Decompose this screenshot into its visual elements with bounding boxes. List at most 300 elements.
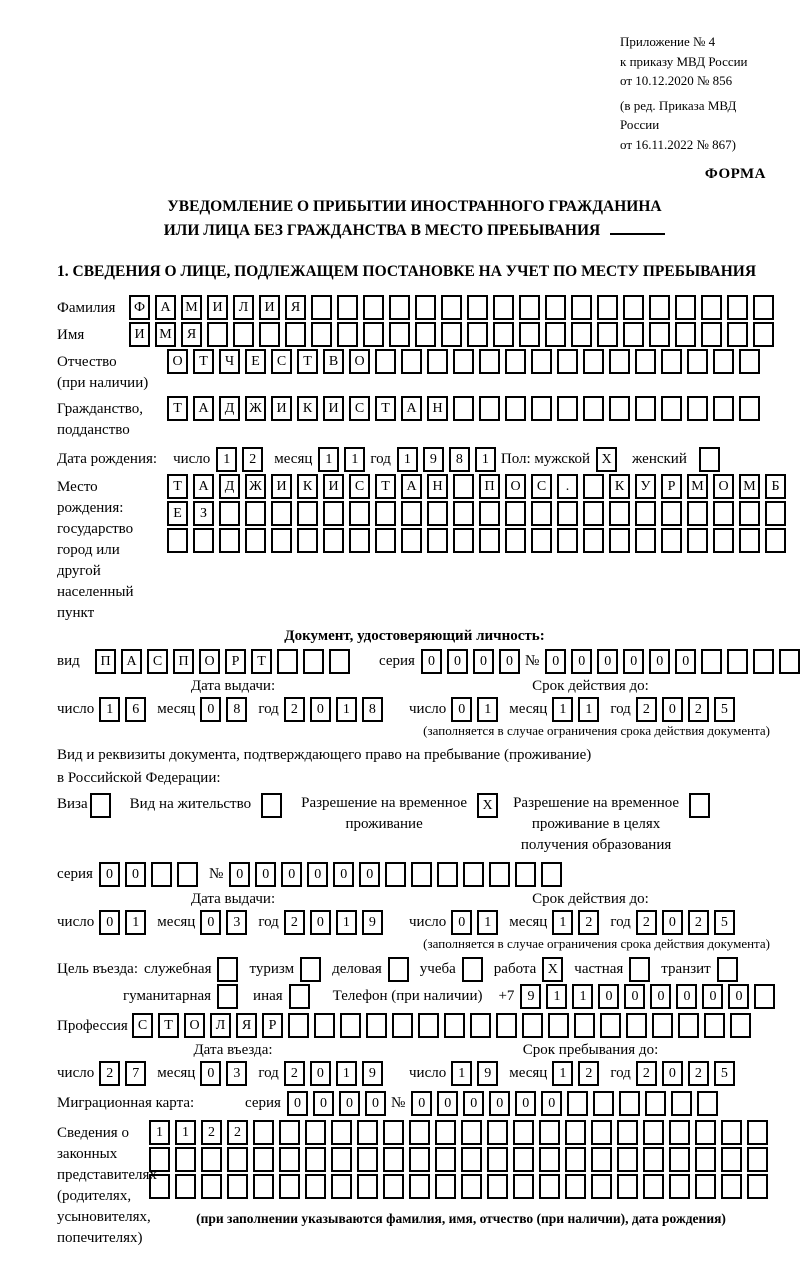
title-underline xyxy=(610,233,665,235)
representatives-cell xyxy=(383,1174,404,1199)
firstname-cell xyxy=(701,322,722,347)
iddoc-kind-cells xyxy=(95,649,355,674)
representatives-cell xyxy=(279,1120,300,1145)
iddoc-issued-year-cell: 2 xyxy=(284,697,305,722)
profession-cell xyxy=(704,1013,725,1038)
purpose-box: X xyxy=(542,957,563,982)
iddoc-number-label: № xyxy=(524,653,540,670)
migration-card-row xyxy=(57,1091,772,1116)
representatives-label-line4: (родителях, xyxy=(57,1188,132,1205)
profession-cell xyxy=(626,1013,647,1038)
phone-digit-cell: 0 xyxy=(650,984,671,1009)
staydoc-series-cells xyxy=(99,862,203,887)
representatives-cell xyxy=(513,1174,534,1199)
day-label: число xyxy=(57,1065,95,1082)
staydoc-number-cell xyxy=(541,862,562,887)
birthplace-cell xyxy=(453,474,474,499)
iddoc-valid-line xyxy=(409,697,772,722)
profession-cell xyxy=(574,1013,595,1038)
representatives-cell xyxy=(227,1174,248,1199)
surname-cell: Ф xyxy=(129,295,150,320)
iddoc-valid-month-cell: 1 xyxy=(578,697,599,722)
birthplace-cell: Е xyxy=(167,501,188,526)
profession-cell: О xyxy=(184,1013,205,1038)
purpose-box xyxy=(289,984,310,1009)
month-label: месяц xyxy=(157,701,196,718)
birthplace-cell xyxy=(505,501,526,526)
profession-cell: Л xyxy=(210,1013,231,1038)
temp-residence-line2: проживание xyxy=(345,816,423,833)
patronymic-cell xyxy=(505,349,526,374)
purpose-box xyxy=(300,957,321,982)
birthplace-cell xyxy=(297,501,318,526)
representatives-row3-cells xyxy=(149,1174,773,1199)
representatives-note: (при заполнении указываются фамилия, имя, отчество (при наличии), дата рождения) xyxy=(196,1211,726,1227)
representatives-cell xyxy=(539,1174,560,1199)
firstname-cell xyxy=(623,322,644,347)
representatives-cell xyxy=(591,1174,612,1199)
migration-number-cell xyxy=(671,1091,692,1116)
representatives-cell xyxy=(149,1147,170,1172)
citizenship-cell xyxy=(531,396,552,421)
birthplace-section xyxy=(57,474,780,624)
firstname-cell xyxy=(337,322,358,347)
birthplace-cell: М xyxy=(739,474,760,499)
birthplace-cell: . xyxy=(557,474,578,499)
staydoc-issued-month xyxy=(200,910,252,935)
migration-number-cell: 0 xyxy=(411,1091,432,1116)
birthplace-cell xyxy=(661,528,682,553)
iddoc-issued-day-cell: 1 xyxy=(99,697,120,722)
iddoc-dates-row xyxy=(57,678,772,722)
staydoc-issued-day-cell: 0 xyxy=(99,910,120,935)
representatives-cell xyxy=(617,1120,638,1145)
iddoc-heading: Документ, удостоверяющий личность: xyxy=(284,628,545,645)
representatives-cell xyxy=(201,1174,222,1199)
representatives-cell xyxy=(591,1120,612,1145)
birth-year-cell: 9 xyxy=(423,447,444,472)
representatives-cell xyxy=(305,1147,326,1172)
stay-until-block xyxy=(409,1042,772,1086)
staydoc-validity-note: (заполняется в случае ограничения срока действия документа) xyxy=(423,936,770,952)
citizenship-cell xyxy=(661,396,682,421)
patronymic-cells xyxy=(167,349,765,374)
staydoc-valid-day xyxy=(451,910,503,935)
iddoc-number-cell: 0 xyxy=(623,649,644,674)
representatives-cell xyxy=(487,1147,508,1172)
birthplace-cell xyxy=(167,528,188,553)
surname-row xyxy=(57,295,772,320)
staydoc-issued-day xyxy=(99,910,151,935)
birthplace-cell xyxy=(765,528,786,553)
staydoc-number-cells xyxy=(229,862,567,887)
stay-year-cell: 5 xyxy=(714,1061,735,1086)
representatives-cell xyxy=(227,1147,248,1172)
firstname-cell xyxy=(675,322,696,347)
year-label: год xyxy=(610,1065,631,1082)
surname-cell xyxy=(571,295,592,320)
birthplace-cell xyxy=(765,501,786,526)
citizenship-cells xyxy=(167,396,765,421)
staydoc-valid-year-cell: 2 xyxy=(688,910,709,935)
citizenship-cell: Т xyxy=(375,396,396,421)
month-label: месяц xyxy=(157,914,196,931)
citizenship-label-line2: подданство xyxy=(57,422,130,439)
iddoc-validity-note: (заполняется в случае ограничения срока действия документа) xyxy=(423,723,770,739)
surname-cell xyxy=(441,295,462,320)
birthplace-cell xyxy=(479,528,500,553)
citizenship-cell xyxy=(557,396,578,421)
migration-series-cells xyxy=(287,1091,391,1116)
firstname-cell xyxy=(441,322,462,347)
birthplace-cell xyxy=(609,501,630,526)
purpose-box xyxy=(629,957,650,982)
staydoc-number-cell: 0 xyxy=(281,862,302,887)
profession-cell xyxy=(652,1013,673,1038)
representatives-labels xyxy=(57,1120,157,1249)
patronymic-cell xyxy=(661,349,682,374)
purpose-option-label: учеба xyxy=(419,961,456,978)
sex-female-checkbox xyxy=(699,447,725,472)
citizenship-cell: Т xyxy=(167,396,188,421)
representatives-cell xyxy=(253,1120,274,1145)
edu-residence-box xyxy=(689,793,710,818)
birthplace-cell xyxy=(635,501,656,526)
citizenship-cell xyxy=(713,396,734,421)
purpose-work-checkbox xyxy=(542,957,568,982)
purpose-option-label: туризм xyxy=(249,961,295,978)
representatives-cell xyxy=(175,1174,196,1199)
birthplace-cell xyxy=(297,528,318,553)
firstname-cell xyxy=(571,322,592,347)
representatives-cell xyxy=(175,1147,196,1172)
representatives-cell xyxy=(643,1120,664,1145)
citizenship-cell: Д xyxy=(219,396,240,421)
surname-cell: Л xyxy=(233,295,254,320)
purpose-other-checkbox xyxy=(289,984,315,1009)
iddoc-kind-cell xyxy=(303,649,324,674)
header-line: к приказу МВД России xyxy=(620,53,748,69)
birthplace-cell xyxy=(739,501,760,526)
profession-cell xyxy=(496,1013,517,1038)
entry-day xyxy=(99,1061,151,1086)
iddoc-kind-cell: С xyxy=(147,649,168,674)
phone-digit-cell: 0 xyxy=(702,984,723,1009)
iddoc-series-cells xyxy=(421,649,525,674)
month-label: месяц xyxy=(509,701,548,718)
birthplace-cell: Д xyxy=(219,474,240,499)
representatives-cell xyxy=(721,1120,742,1145)
surname-cell xyxy=(311,295,332,320)
staydoc-number-cell: 0 xyxy=(359,862,380,887)
iddoc-number-cell xyxy=(701,649,722,674)
migration-number-cells xyxy=(411,1091,723,1116)
citizenship-cell xyxy=(687,396,708,421)
surname-cell xyxy=(389,295,410,320)
year-label: год xyxy=(258,1065,279,1082)
iddoc-number-cells xyxy=(545,649,800,674)
surname-cell xyxy=(727,295,748,320)
firstname-cells xyxy=(129,322,779,347)
representatives-cell xyxy=(695,1174,716,1199)
birth-month-cells xyxy=(318,447,370,472)
iddoc-issued-heading: Дата выдачи: xyxy=(190,678,276,695)
profession-row xyxy=(57,1013,772,1038)
profession-cell xyxy=(314,1013,335,1038)
sex-male-label: Пол: мужской xyxy=(500,451,591,468)
iddoc-issued-line xyxy=(57,697,409,722)
surname-cell xyxy=(337,295,358,320)
iddoc-valid-year xyxy=(636,697,740,722)
birth-year-cell: 1 xyxy=(475,447,496,472)
iddoc-issued-year-cell: 1 xyxy=(336,697,357,722)
birthplace-row3-cells xyxy=(167,528,791,553)
iddoc-kind-label: вид xyxy=(57,653,80,670)
citizenship-cell xyxy=(609,396,630,421)
staydoc-number-cell xyxy=(489,862,510,887)
iddoc-valid-year-cell: 5 xyxy=(714,697,735,722)
birthplace-cell: И xyxy=(271,474,292,499)
birthplace-cell xyxy=(375,528,396,553)
patronymic-cell xyxy=(609,349,630,374)
entry-month xyxy=(200,1061,252,1086)
migration-number-cell: 0 xyxy=(541,1091,562,1116)
citizenship-cell: А xyxy=(193,396,214,421)
surname-cell: М xyxy=(181,295,202,320)
surname-cell: А xyxy=(155,295,176,320)
iddoc-number-cell xyxy=(779,649,800,674)
firstname-cell xyxy=(259,322,280,347)
purpose-box xyxy=(388,957,409,982)
staydoc-series-cell: 0 xyxy=(125,862,146,887)
profession-cell xyxy=(392,1013,413,1038)
firstname-cell xyxy=(519,322,540,347)
birthplace-cell xyxy=(609,528,630,553)
profession-cell xyxy=(548,1013,569,1038)
visa-box xyxy=(90,793,111,818)
residence-permit-label: Вид на жительство xyxy=(129,796,252,813)
representatives-cell xyxy=(747,1174,768,1199)
birth-day-cells xyxy=(216,447,268,472)
citizenship-cell xyxy=(479,396,500,421)
surname-cell xyxy=(623,295,644,320)
surname-cell: И xyxy=(207,295,228,320)
purpose-humanitarian-checkbox xyxy=(217,984,243,1009)
sex-female-label: женский xyxy=(632,451,687,468)
surname-cell xyxy=(701,295,722,320)
purpose-box xyxy=(217,984,238,1009)
phone-digit-cell: 0 xyxy=(598,984,619,1009)
representatives-cell xyxy=(539,1120,560,1145)
staydoc-valid-heading: Срок действия до: xyxy=(532,891,649,908)
birthplace-cell: Ж xyxy=(245,474,266,499)
representatives-cell xyxy=(669,1120,690,1145)
patronymic-label-line2: (при наличии) xyxy=(57,375,149,392)
representatives-cell xyxy=(513,1120,534,1145)
citizenship-cell: С xyxy=(349,396,370,421)
birthplace-cell xyxy=(453,501,474,526)
citizenship-row xyxy=(57,396,772,441)
staydoc-valid-day-cell: 0 xyxy=(451,910,472,935)
representatives-cell xyxy=(539,1147,560,1172)
representatives-cell xyxy=(149,1174,170,1199)
staydoc-number-cell: 0 xyxy=(333,862,354,887)
representatives-label-line2: законных xyxy=(57,1146,118,1163)
migration-number-cell: 0 xyxy=(437,1091,458,1116)
surname-cells xyxy=(129,295,779,320)
birth-day-label: число xyxy=(173,451,211,468)
migration-number-cell: 0 xyxy=(463,1091,484,1116)
patronymic-label-line1: Отчество xyxy=(57,354,117,371)
day-label: число xyxy=(57,701,95,718)
representatives-cell xyxy=(435,1174,456,1199)
purpose-tourism-checkbox xyxy=(300,957,326,982)
firstname-cell xyxy=(597,322,618,347)
representatives-cell xyxy=(461,1147,482,1172)
patronymic-cell xyxy=(635,349,656,374)
iddoc-series-cell: 0 xyxy=(447,649,468,674)
year-label: год xyxy=(258,914,279,931)
edu-residence-line3: получения образования xyxy=(520,837,672,854)
representatives-label-line5: усыновителях, xyxy=(57,1209,151,1226)
firstname-cell xyxy=(649,322,670,347)
firstname-cell xyxy=(207,322,228,347)
header-line: Приложение № 4 xyxy=(620,34,716,49)
iddoc-issued-block xyxy=(57,678,409,722)
birthplace-cell xyxy=(427,501,448,526)
patronymic-label xyxy=(57,349,167,394)
purpose-row2 xyxy=(57,984,772,1009)
representatives-cell xyxy=(331,1174,352,1199)
representatives-cell xyxy=(305,1120,326,1145)
birthplace-cell xyxy=(323,528,344,553)
entry-date-line xyxy=(57,1061,409,1086)
surname-cell xyxy=(467,295,488,320)
staydoc-valid-year-cell: 0 xyxy=(662,910,683,935)
citizenship-label-line1: Гражданство, xyxy=(57,401,144,418)
iddoc-kind-cell: О xyxy=(199,649,220,674)
representatives-cell xyxy=(747,1120,768,1145)
stay-month-cell: 2 xyxy=(578,1061,599,1086)
staydoc-valid-month xyxy=(552,910,604,935)
profession-label: Профессия xyxy=(57,1018,128,1035)
stay-day xyxy=(451,1061,503,1086)
representatives-cell xyxy=(695,1120,716,1145)
iddoc-number-cell xyxy=(753,649,774,674)
sex-male-box: X xyxy=(596,447,617,472)
phone-digit-cell: 0 xyxy=(676,984,697,1009)
patronymic-cell: С xyxy=(271,349,292,374)
birthplace-label-line2: государство xyxy=(57,521,134,538)
year-label: год xyxy=(258,701,279,718)
purpose-option-label: гуманитарная xyxy=(123,988,212,1005)
patronymic-cell xyxy=(583,349,604,374)
patronymic-cell: Е xyxy=(245,349,266,374)
representatives-cell xyxy=(487,1174,508,1199)
purpose-option-label: деловая xyxy=(332,961,382,978)
phone-prefix: +7 xyxy=(498,988,515,1005)
citizenship-cell xyxy=(505,396,526,421)
firstname-cell: И xyxy=(129,322,150,347)
birthplace-cell xyxy=(583,528,604,553)
day-label: число xyxy=(409,1065,447,1082)
representatives-cell xyxy=(747,1147,768,1172)
firstname-row xyxy=(57,322,772,347)
iddoc-issued-year-cell: 0 xyxy=(310,697,331,722)
month-label: месяц xyxy=(509,1065,548,1082)
firstname-cell xyxy=(545,322,566,347)
staydoc-valid-day-cell: 1 xyxy=(477,910,498,935)
birthplace-cell: О xyxy=(505,474,526,499)
header-line: от 16.11.2022 № 867) xyxy=(620,136,737,152)
staydoc-issued-month-cell: 0 xyxy=(200,910,221,935)
birthplace-cell xyxy=(713,528,734,553)
profession-cell xyxy=(418,1013,439,1038)
staydoc-series-cell: 0 xyxy=(99,862,120,887)
staydoc-number-cell: 0 xyxy=(307,862,328,887)
migration-number-cell xyxy=(645,1091,666,1116)
birthplace-cell xyxy=(271,501,292,526)
profession-cell: Т xyxy=(158,1013,179,1038)
staydoc-number-cell xyxy=(463,862,484,887)
header-block xyxy=(620,32,772,154)
staydoc-valid-month-cell: 1 xyxy=(552,910,573,935)
birthplace-cell: Т xyxy=(167,474,188,499)
entry-day-cell: 2 xyxy=(99,1061,120,1086)
birthplace-cell xyxy=(557,501,578,526)
citizenship-cell xyxy=(583,396,604,421)
birthplace-cell xyxy=(219,501,240,526)
representatives-cell xyxy=(253,1174,274,1199)
representatives-cell xyxy=(201,1147,222,1172)
representatives-label-line3: представителях xyxy=(57,1167,157,1184)
birthplace-cell xyxy=(349,528,370,553)
iddoc-issued-month xyxy=(200,697,252,722)
staydoc-issued-block xyxy=(57,891,409,935)
profession-cell xyxy=(366,1013,387,1038)
representatives-cell xyxy=(643,1174,664,1199)
surname-cell xyxy=(415,295,436,320)
profession-cell xyxy=(730,1013,751,1038)
firstname-cell: М xyxy=(155,322,176,347)
entry-date-block xyxy=(57,1042,409,1086)
birthplace-cell xyxy=(687,501,708,526)
surname-cell xyxy=(493,295,514,320)
migration-series-cell: 0 xyxy=(287,1091,308,1116)
staydoc-issued-year-cell: 2 xyxy=(284,910,305,935)
staydoc-options-row xyxy=(57,793,772,856)
migration-series-cell: 0 xyxy=(313,1091,334,1116)
sex-male-checkbox xyxy=(596,447,622,472)
birthplace-cell xyxy=(479,501,500,526)
birthplace-cell xyxy=(583,501,604,526)
iddoc-issued-day xyxy=(99,697,151,722)
migration-number-cell xyxy=(567,1091,588,1116)
birthplace-cell: А xyxy=(193,474,214,499)
staydoc-issued-year xyxy=(284,910,388,935)
firstname-cell xyxy=(285,322,306,347)
patronymic-cell xyxy=(375,349,396,374)
profession-cell xyxy=(340,1013,361,1038)
migration-card-label: Миграционная карта: xyxy=(57,1095,195,1112)
birth-year-cell: 1 xyxy=(397,447,418,472)
stay-year-cell: 2 xyxy=(688,1061,709,1086)
birthplace-cell: Н xyxy=(427,474,448,499)
migration-number-cell: 0 xyxy=(489,1091,510,1116)
patronymic-cell xyxy=(739,349,760,374)
year-label: год xyxy=(610,701,631,718)
representatives-cells-block xyxy=(149,1120,773,1227)
